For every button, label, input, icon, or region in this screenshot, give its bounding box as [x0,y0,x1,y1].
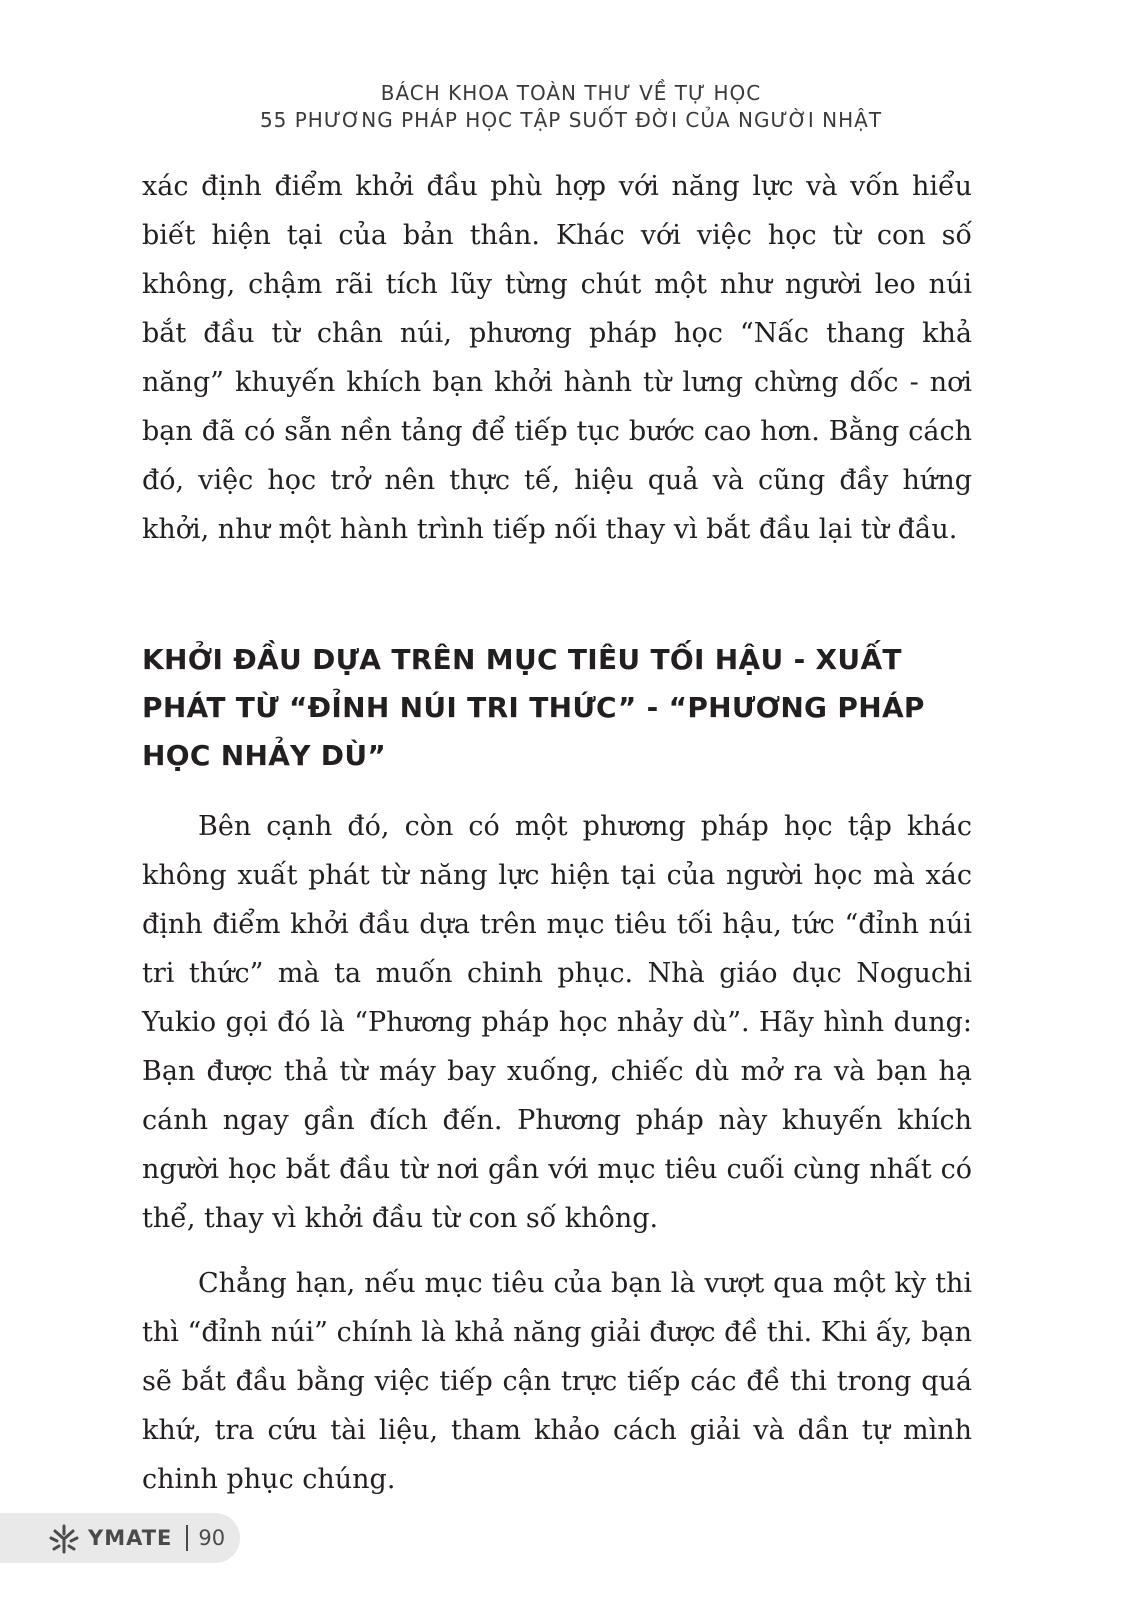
section-heading: KHỞI ĐẦU DỰA TRÊN MỤC TIÊU TỐI HẬU - XUẤT PHÁT TỪ “ĐỈNH NÚI TRI THỨC” - “PHƯƠNG PHÁP HỌC NHẢY DÙ” [142,643,925,772]
ymate-logo-icon [48,1522,80,1554]
page-footer [0,1513,240,1563]
paragraph-continued: xác định điểm khởi đầu phù hợp với năng lực và vốn hiểu biết hiện tại của bản thân. Khác với việc học từ con số không, chậm rãi tích lũy từng chút một như người leo núi bắt đầu từ chân núi, phương pháp học “Nấc thang khả năng” khuyến khích bạn khởi hành từ lưng chừng dốc - nơi bạn đã có sẵn nền tảng để tiếp tục bước cao hơn. Bằng cách đó, việc học trở nên thực tế, hiệu quả và cũng đầy hứng khởi, như một hành trình tiếp nối thay vì bắt đầu lại từ đầu. [142,171,972,545]
paragraph: Bên cạnh đó, còn có một phương pháp học tập khác không xuất phát từ năng lực hiện tại của người học mà xác định điểm khởi đầu dựa trên mục tiêu tối hậu, tức “đỉnh núi tri thức” mà ta muốn chinh phục. Nhà giáo dục Noguchi Yukio gọi đó là “Phương pháp học nhảy dù”. Hãy hình dung: Bạn được thả từ máy bay xuống, chiếc dù mở ra và bạn hạ cánh ngay gần đích đến. Phương pháp này khuyến khích người học bắt đầu từ nơi gần với mục tiêu cuối cùng nhất có thể, thay vì khởi đầu từ con số không. [142,811,972,1234]
paragraph: Chẳng hạn, nếu mục tiêu của bạn là vượt qua một kỳ thi thì “đỉnh núi” chính là khả năng giải được đề thi. Khi ấy, bạn sẽ bắt đầu bằng việc tiếp cận trực tiếp các đề thi trong quá khứ, tra cứu tài liệu, tham khảo cách giải và dần tự mình chinh phục chúng. [142,1268,972,1495]
book-subtitle: 55 PHƯƠNG PHÁP HỌC TẬP SUỐT ĐỜI CỦA NGƯỜI NHẬT [259,108,883,132]
divider [186,1525,188,1551]
book-title: BÁCH KHOA TOÀN THƯ VỀ TỰ HỌC [380,81,762,105]
brand-name: YMATE [88,1526,173,1550]
running-header [0,80,1142,134]
page-body [142,160,972,1504]
page-number: 90 [198,1526,226,1550]
